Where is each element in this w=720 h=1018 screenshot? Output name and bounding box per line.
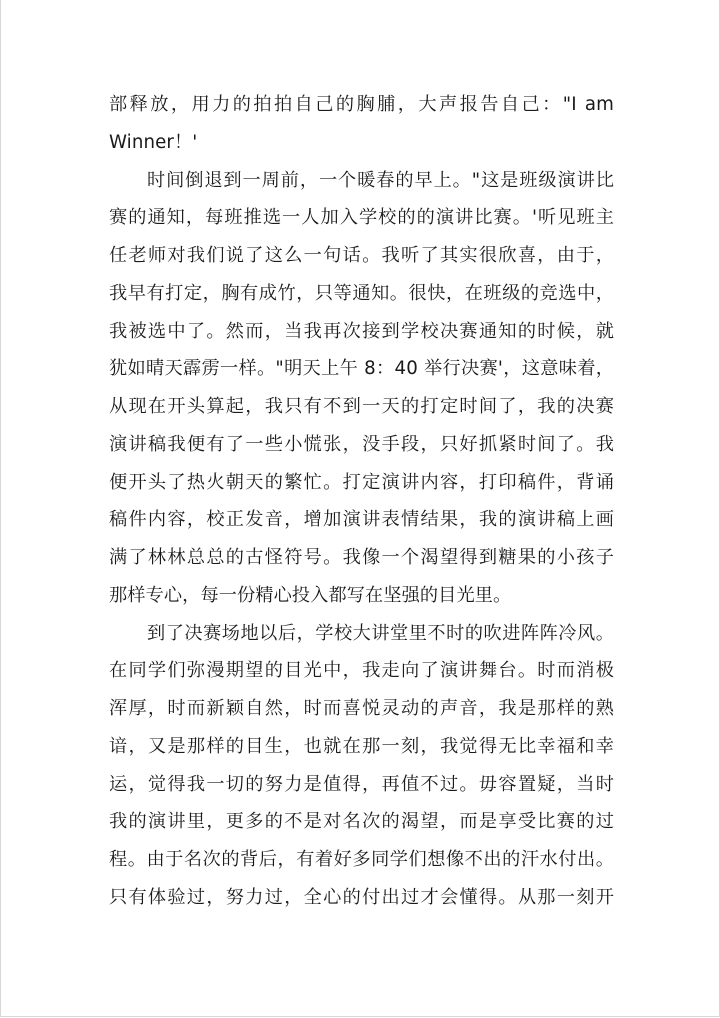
text-line: 谙，又是那样的目生，也就在那一刻，我觉得无比幸福和幸: [109, 735, 614, 757]
text-line: 运，觉得我一切的努力是值得，再值不过。毋容置疑，当时: [109, 773, 614, 795]
text-line: 便开头了热火朝天的繁忙。打定演讲内容，打印稿件，背诵: [109, 471, 614, 493]
text-line: 稿件内容，校正发音，增加演讲表情结果，我的演讲稿上画: [109, 509, 614, 531]
body-text: [109, 86, 614, 917]
text-line: 程。由于名次的背后，有着好多同学们想像不出的汗水付出。: [109, 849, 614, 870]
text-line: 从现在开头算起，我只有不到一天的打定时间了，我的决赛: [109, 396, 614, 417]
text-line: 我早有打定，胸有成竹，只等通知。很快，在班级的竞选中，: [109, 282, 614, 304]
text-line: 犹如晴天霹雳一样。"明天上午 8：40 举行决赛'，这意味着，: [109, 358, 614, 380]
text-line: Winner！': [109, 131, 198, 153]
text-line: 浑厚，时而新颖自然，时而喜悦灵动的声音，我是那样的熟: [109, 698, 614, 719]
text-line: 满了林林总总的古怪符号。我像一个渴望得到糖果的小孩子: [109, 547, 614, 568]
text-line: 在同学们弥漫期望的目光中，我走向了演讲舞台。时而消极: [109, 660, 614, 682]
text-line: 赛的通知，每班推选一人加入学校的的演讲比赛。'听见班主: [109, 207, 614, 229]
text-line: 部释放，用力的拍拍自己的胸脯，大声报告自己："I am: [109, 94, 614, 115]
text-line: 我被选中了。然而，当我再次接到学校决赛通知的时候，就: [109, 320, 614, 342]
text-line: 到了决赛场地以后，学校大讲堂里不时的吹进阵阵冷风。: [147, 622, 614, 644]
text-line: 时间倒退到一周前，一个暖春的早上。"这是班级演讲比: [147, 169, 614, 191]
text-line: 那样专心，每一份精心投入都写在坚强的目光里。: [109, 584, 512, 606]
text-line: 任老师对我们说了这么一句话。我听了其实很欣喜，由于，: [109, 245, 614, 266]
text-line: 我的演讲里，更多的不是对名次的渴望，而是享受比赛的过: [109, 811, 614, 833]
text-line: 只有体验过，努力过，全心的付出过才会懂得。从那一刻开: [109, 886, 614, 908]
text-line: 演讲稿我便有了一些小慌张，没手段，只好抓紧时间了。我: [109, 433, 614, 455]
